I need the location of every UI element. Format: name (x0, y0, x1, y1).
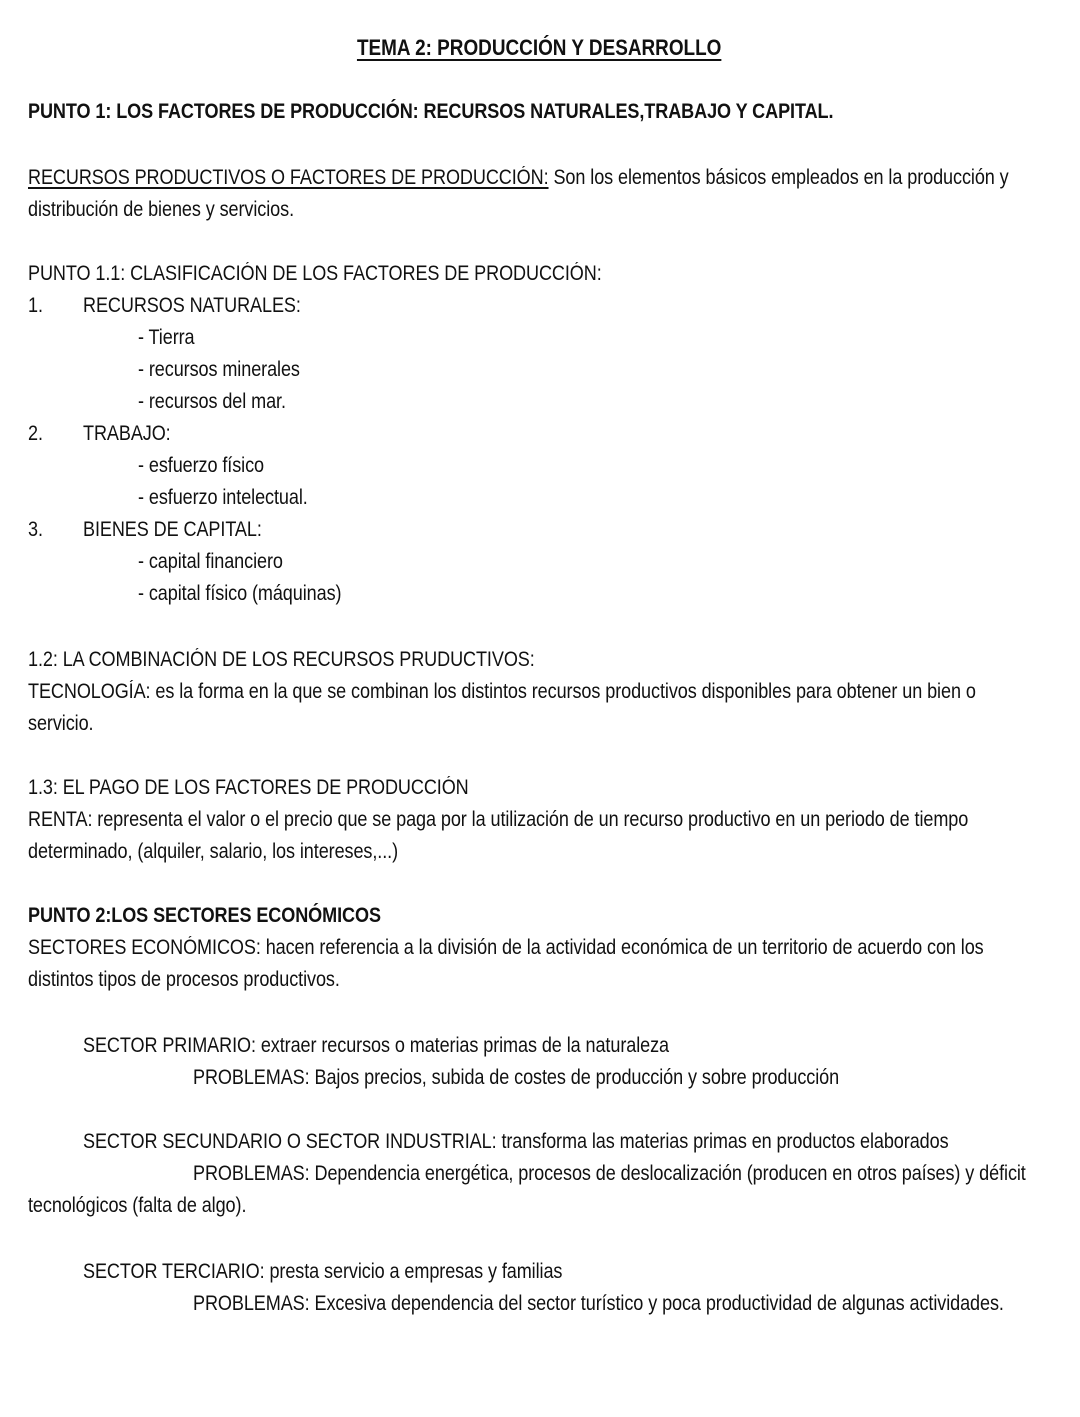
punto1-definition (28, 162, 1009, 194)
punto12-text-cont: servicio. (28, 712, 94, 735)
sector-primario: SECTOR PRIMARIO: extraer recursos o materias primas de la naturaleza (83, 1034, 669, 1057)
list-subitem: - esfuerzo intelectual. (138, 486, 308, 509)
sector-terciario-problemas: PROBLEMAS: Excesiva dependencia del sector turístico y poca productividad de algunas actividades. (193, 1292, 1004, 1315)
list-subitem: - esfuerzo físico (138, 454, 265, 477)
list-item-label: BIENES DE CAPITAL: (83, 518, 262, 541)
punto1-heading: PUNTO 1: LOS FACTORES DE PRODUCCIÓN: RECURSOS NATURALES,TRABAJO Y CAPITAL. (28, 100, 834, 123)
list-subitem: - recursos minerales (138, 358, 300, 381)
list-subitem: - capital financiero (138, 550, 283, 573)
definition-text: Son los elementos básicos empleados en la producción y (548, 166, 1009, 189)
punto1-definition-cont: distribución de bienes y servicios. (28, 198, 295, 221)
list-subitem: - recursos del mar. (138, 390, 286, 413)
list-item-number: 2. (28, 422, 43, 445)
definition-term: RECURSOS PRODUCTIVOS O FACTORES DE PRODUCCIÓN: (28, 166, 549, 189)
punto12-heading: 1.2: LA COMBINACIÓN DE LOS RECURSOS PRUDUCTIVOS: (28, 648, 535, 671)
sector-secundario-problemas-cont: tecnológicos (falta de algo). (28, 1194, 247, 1217)
sector-primario-problemas: PROBLEMAS: Bajos precios, subida de costes de producción y sobre producción (193, 1066, 840, 1089)
list-item-label: RECURSOS NATURALES: (83, 294, 301, 317)
punto12-text: TECNOLOGÍA: es la forma en la que se combinan los distintos recursos productivos disponibles para obtener un bien o (28, 680, 976, 703)
punto13-heading: 1.3: EL PAGO DE LOS FACTORES DE PRODUCCIÓN (28, 776, 469, 799)
list-item-number: 1. (28, 294, 43, 317)
sector-secundario-problemas: PROBLEMAS: Dependencia energética, procesos de deslocalización (producen en otros países) y déficit (193, 1162, 1026, 1185)
punto13-text: RENTA: representa el valor o el precio que se paga por la utilización de un recurso productivo en un periodo de tiempo (28, 808, 969, 831)
punto2-text: SECTORES ECONÓMICOS: hacen referencia a la división de la actividad económica de un territorio de acuerdo con los (28, 936, 984, 959)
punto11-heading: PUNTO 1.1: CLASIFICACIÓN DE LOS FACTORES DE PRODUCCIÓN: (28, 262, 602, 285)
page-title: TEMA 2: PRODUCCIÓN Y DESARROLLO (356, 35, 722, 60)
list-subitem: - capital físico (máquinas) (138, 582, 342, 605)
punto2-heading: PUNTO 2:LOS SECTORES ECONÓMICOS (28, 904, 381, 927)
sector-terciario: SECTOR TERCIARIO: presta servicio a empresas y familias (83, 1260, 563, 1283)
list-item-label: TRABAJO: (83, 422, 171, 445)
list-subitem: - Tierra (138, 326, 195, 349)
punto2-text-cont: distintos tipos de procesos productivos. (28, 968, 340, 991)
list-item-number: 3. (28, 518, 43, 541)
punto13-text-cont: determinado, (alquiler, salario, los intereses,...) (28, 840, 399, 863)
sector-secundario: SECTOR SECUNDARIO O SECTOR INDUSTRIAL: transforma las materias primas en productos elaborados (83, 1130, 949, 1153)
